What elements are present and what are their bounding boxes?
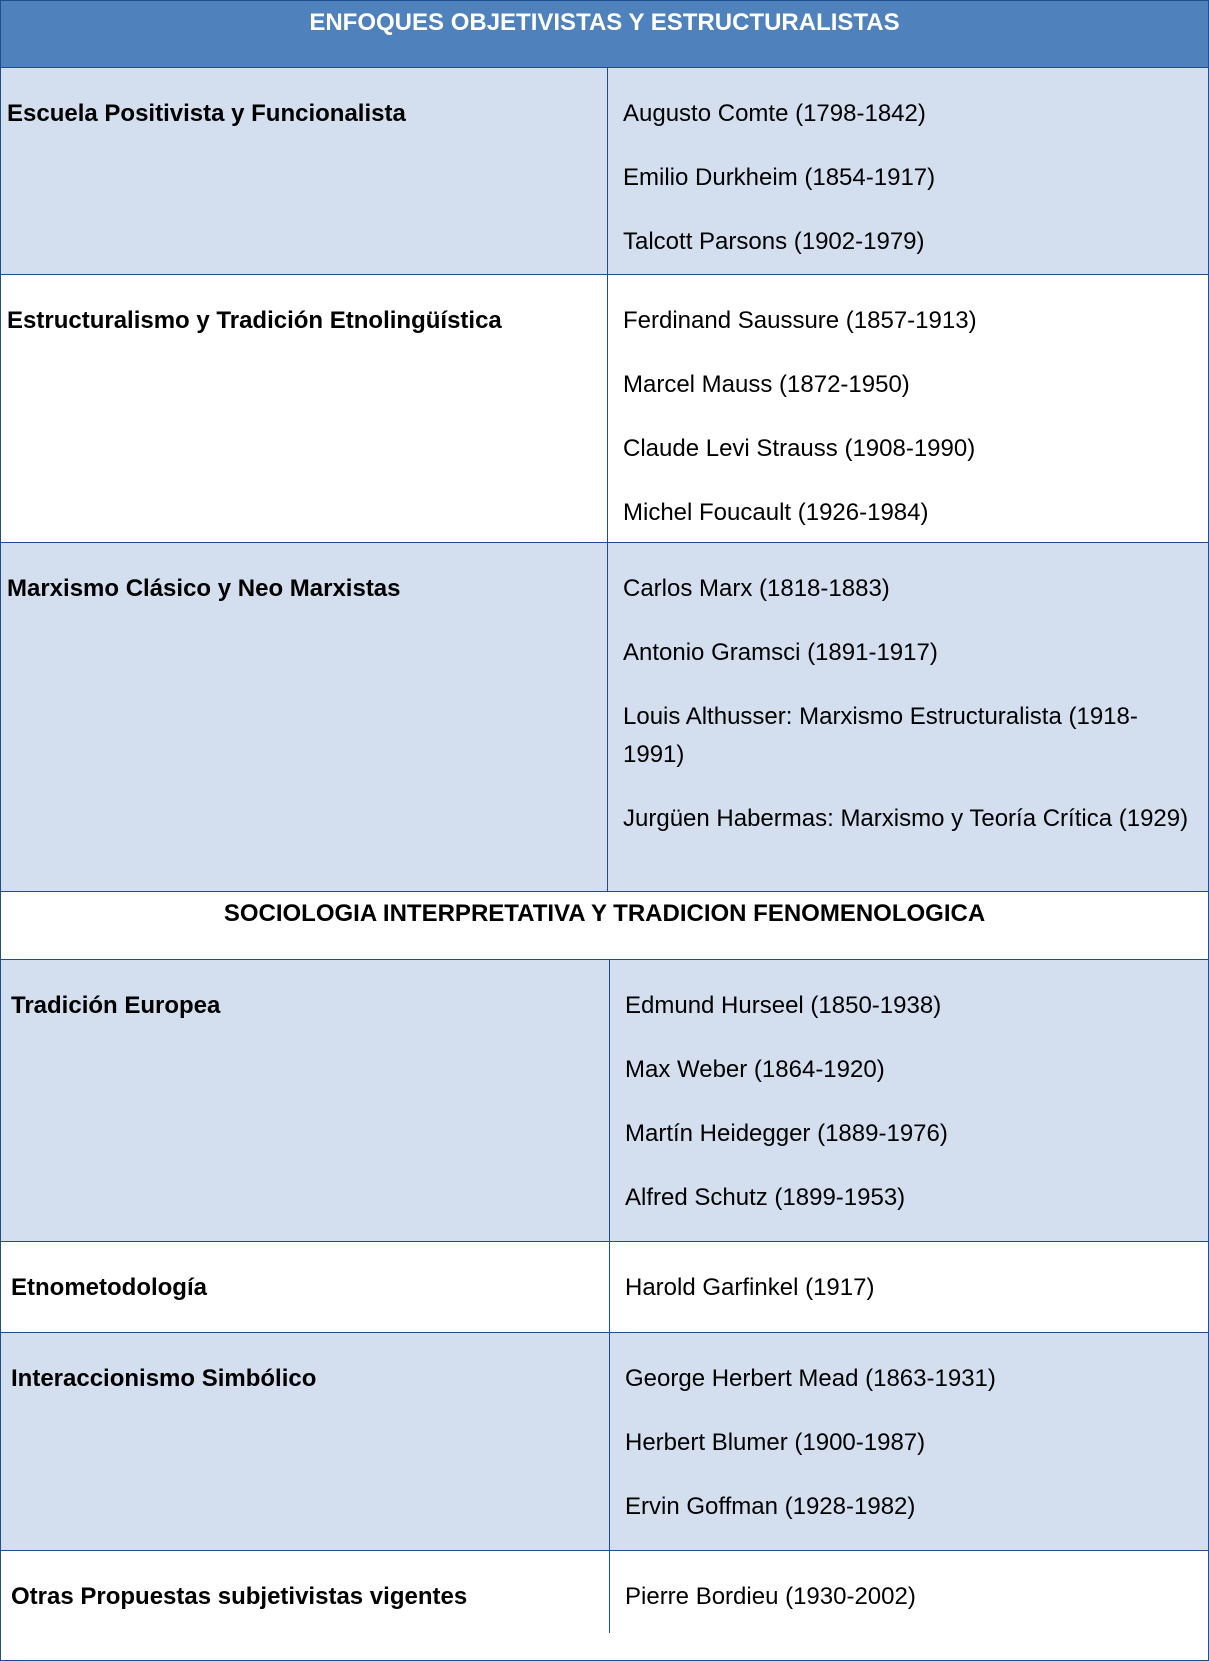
author-entry: Michel Foucault (1926-1984) bbox=[623, 499, 929, 526]
author-entry: Alfred Schutz (1899-1953) bbox=[625, 1184, 906, 1211]
table-row bbox=[1, 960, 1208, 1242]
table-row bbox=[1, 275, 1208, 543]
author-entry: Talcott Parsons (1902-1979) bbox=[623, 228, 925, 255]
authors-cell bbox=[610, 960, 1208, 1241]
author-entry: Ervin Goffman (1928-1982) bbox=[625, 1493, 916, 1520]
table-row bbox=[1, 1242, 1208, 1333]
authors-cell bbox=[610, 1242, 1208, 1332]
author-entry: Edmund Hurseel (1850-1938) bbox=[625, 992, 942, 1019]
authors-cell bbox=[608, 543, 1208, 891]
author-entry: Louis Althusser: Marxismo Estructuralista (1918-1991) bbox=[623, 703, 1138, 768]
school-name-cell: Estructuralismo y Tradición Etnolingüística bbox=[1, 275, 608, 542]
author-entry: Antonio Gramsci (1891-1917) bbox=[623, 639, 938, 666]
author-entry: George Herbert Mead (1863-1931) bbox=[625, 1365, 996, 1392]
school-name-cell: Tradición Europea bbox=[1, 960, 610, 1241]
author-entry: Marcel Mauss (1872-1950) bbox=[623, 371, 910, 398]
school-name-cell: Escuela Positivista y Funcionalista bbox=[1, 68, 608, 274]
author-entry: Pierre Bordieu (1930-2002) bbox=[625, 1583, 916, 1610]
table-row bbox=[1, 1333, 1208, 1551]
author-entry: Augusto Comte (1798-1842) bbox=[623, 100, 926, 127]
authors-cell bbox=[610, 1551, 1208, 1633]
table-row bbox=[1, 68, 1208, 275]
section-header-objectivist: ENFOQUES OBJETIVISTAS Y ESTRUCTURALISTAS bbox=[1, 1, 1208, 68]
author-entry: Emilio Durkheim (1854-1917) bbox=[623, 164, 936, 191]
school-name-cell: Interaccionismo Simbólico bbox=[1, 1333, 610, 1550]
section-header-interpretative: SOCIOLOGIA INTERPRETATIVA Y TRADICION FENOMENOLOGICA bbox=[1, 892, 1208, 960]
author-entry: Max Weber (1864-1920) bbox=[625, 1056, 885, 1083]
school-name-cell: Marxismo Clásico y Neo Marxistas bbox=[1, 543, 608, 891]
table-row bbox=[1, 1551, 1208, 1633]
school-name-cell: Otras Propuestas subjetivistas vigentes bbox=[1, 1551, 610, 1633]
authors-cell bbox=[610, 1333, 1208, 1550]
school-name-cell: Etnometodología bbox=[1, 1242, 610, 1332]
author-entry: Carlos Marx (1818-1883) bbox=[623, 575, 890, 602]
author-entry: Harold Garfinkel (1917) bbox=[625, 1274, 875, 1301]
authors-cell bbox=[608, 68, 1208, 274]
author-entry: Ferdinand Saussure (1857-1913) bbox=[623, 307, 977, 334]
author-entry: Claude Levi Strauss (1908-1990) bbox=[623, 435, 976, 462]
table-row bbox=[1, 543, 1208, 892]
author-entry: Martín Heidegger (1889-1976) bbox=[625, 1120, 948, 1147]
author-entry: Jurgüen Habermas: Marxismo y Teoría Crítica (1929) bbox=[623, 805, 1189, 832]
author-entry: Herbert Blumer (1900-1987) bbox=[625, 1429, 926, 1456]
authors-cell bbox=[608, 275, 1208, 542]
